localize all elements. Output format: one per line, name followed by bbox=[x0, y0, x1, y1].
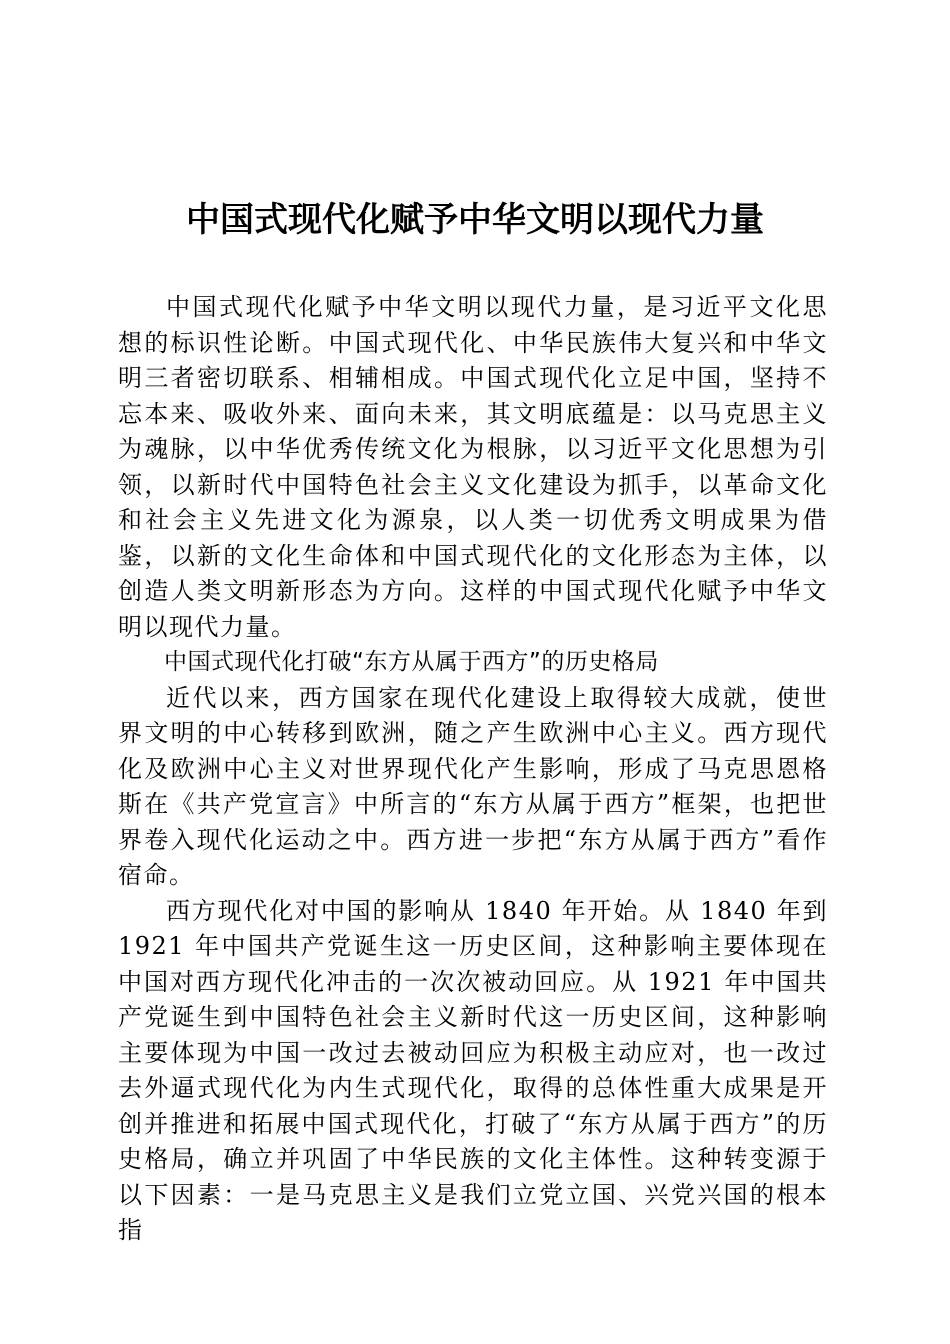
body-paragraph: 西方现代化对中国的影响从 1840 年开始。从 1840 年到 1921 年中国共产党诞生这一历史区间，这种影响主要体现在中国对西方现代化冲击的一次次被动回应。从 1921 年中国共产党诞生到中国特色社会主义新时代这一历史区间，这种影响主要体现为中国一改过去被动回应为积极主动应对，也一改过去外逼式现代化为内生式现代化，取得的总体性重大成果是开创并推进和拓展中国式现代化，打破了“东方从属于西方”的历史格局，确立并巩固了中华民族的文化主体性。这种转变源于以下因素：一是马克思主义是我们立党立国、兴党兴国的根本指 bbox=[118, 896, 828, 1244]
intro-paragraph: 中国式现代化赋予中华文明以现代力量，是习近平文化思想的标识性论断。中国式现代化、中华民族伟大复兴和中华文明三者密切联系、相辅相成。中国式现代化立足中国，坚持不忘本来、吸收外来、面向未来，其文明底蕴是：以马克思主义为魂脉，以中华优秀传统文化为根脉，以习近平文化思想为引领，以新时代中国特色社会主义文化建设为抓手，以革命文化和社会主义先进文化为源泉，以人类一切优秀文明成果为借鉴，以新的文化生命体和中国式现代化的文化形态为主体，以创造人类文明新形态为方向。这样的中国式现代化赋予中华文明以现代力量。 bbox=[118, 293, 828, 641]
document-body bbox=[118, 290, 828, 1249]
body-paragraph: 近代以来，西方国家在现代化建设上取得较大成就，使世界文明的中心转移到欧洲，随之产生欧洲中心主义。西方现代化及欧洲中心主义对世界现代化产生影响，形成了马克思恩格斯在《共产党宣言》中所言的“东方从属于西方”框架，也把世界卷入现代化运动之中。西方进一步把“东方从属于西方”看作宿命。 bbox=[118, 683, 828, 889]
document-title: 中国式现代化赋予中华文明以现代力量 bbox=[186, 200, 764, 240]
section-heading: 中国式现代化打破“东方从属于西方”的历史格局 bbox=[164, 649, 659, 675]
